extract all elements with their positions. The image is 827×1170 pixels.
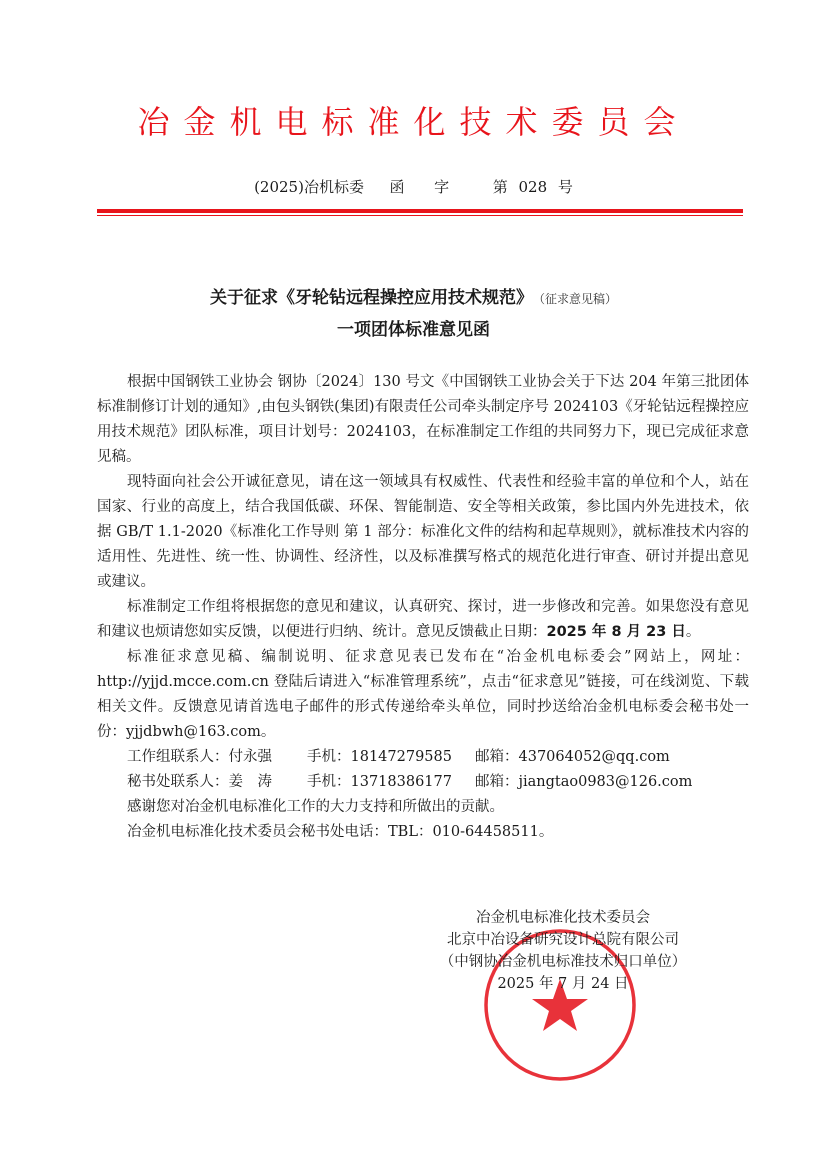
contact-phone: 手机：13718386177 (307, 774, 452, 790)
doc-number-prefix: (2025)冶机标委 (254, 178, 364, 196)
signature-date: 2025 年 7 月 24 日 (497, 976, 629, 992)
letter-title (0, 286, 827, 311)
title-line2: 一项团体标准意见函 (337, 320, 490, 340)
doc-number-hao: 号 (557, 178, 573, 196)
header-rule-thick (97, 209, 743, 213)
contact-email[interactable]: 邮箱：jiangtao0983@126.com (475, 774, 693, 790)
signature-area (97, 907, 749, 995)
paragraph-4-end: 。 (260, 724, 276, 740)
doc-number-type2: 字 (434, 178, 450, 196)
signature-company: 北京中冶设备研究设计总院有限公司 (447, 932, 679, 948)
contact-role: 工作组联系人：付永强 (127, 749, 272, 765)
doc-number-type1: 函 (389, 178, 405, 196)
paragraph-2: 现特面向社会公开诚征意见，请在这一领域具有权威性、代表性和经验丰富的单位和个人，站在国家、行业的高度上，结合我国低碳、环保、智能制造、安全等相关政策，参比国内外先进技术，依据 GB/T 1.1-2020《标准化工作导则 第 1 部分：标准化文件的结构和起草规则》，就标准技术内容的适用性、先进性、统一性、协调性、经济性，以及标准撰写格式的规范化进行审查、研讨并提出意见或建议。 (97, 474, 749, 590)
paragraph-3-end: 。 (685, 624, 701, 640)
signature-unit: （中钢协冶金机电标准技术归口单位） (439, 954, 687, 970)
website-link[interactable]: http://yjjd.mcce.com.cn (97, 674, 269, 690)
thanks-line: 感谢您对冶金机电标准化工作的大力支持和所做出的贡献。 (127, 799, 504, 815)
doc-number-value: 028 (518, 178, 548, 196)
paragraph-3 (97, 595, 749, 645)
contact-role: 秘书处联系人：姜 涛 (127, 774, 272, 790)
org-masthead: 冶金机电标准化技术委员会 (137, 103, 690, 141)
contact-phone: 手机：18147279585 (307, 749, 452, 765)
title-note: （征求意见稿） (538, 292, 617, 306)
secretariat-phone: 冶金机电标准化技术委员会秘书处电话：TBL：010-64458511。 (127, 824, 554, 840)
signature-block (413, 907, 713, 995)
paragraph-1: 根据中国钢铁工业协会 钢协〔2024〕130 号文《中国钢铁工业协会关于下达 204 年第三批团体标准制修订计划的通知》,由包头钢铁(集团)有限责任公司牵头制定序号 2024103《牙轮钻远程操控应用技术规范》团队标准，项目计划号：2024103，在标准制定工作组的共同努力下，现已完成征求意见稿。 (97, 374, 749, 465)
paragraph-4 (97, 645, 749, 745)
document-number (0, 177, 827, 197)
signature-org: 冶金机电标准化技术委员会 (476, 910, 650, 926)
header-rule-thin (97, 215, 743, 216)
title-line1: 关于征求《牙轮钻远程操控应用技术规范》 (209, 288, 533, 308)
doc-number-di: 第 (492, 178, 508, 196)
paragraph-4-text-b: 登陆后请进入“标准管理系统”，点击“征求意见”链接，可在线浏览、下载相关文件。反馈意见请首选电子邮件的形式传递给牵头单位，同时抄送给冶金机电标委会秘书处一份： (97, 674, 749, 740)
feedback-deadline: 2025 年 8 月 23 日 (546, 624, 686, 640)
contact-row (127, 770, 749, 795)
paragraph-4-text-a: 标准征求意见稿、编制说明、征求意见表已发布在“冶金机电标委会”网站上，网址： (127, 649, 749, 665)
letter-body (97, 370, 749, 995)
paragraph-3-text: 标准制定工作组将根据您的意见和建议，认真研究、探讨，进一步修改和完善。如果您没有意见和建议也烦请您如实反馈，以便进行归纳、统计。意见反馈截止日期： (97, 599, 749, 640)
secretariat-email-link[interactable]: yjjdbwh@163.com (126, 724, 261, 740)
contact-email[interactable]: 邮箱：437064052@qq.com (475, 749, 670, 765)
contact-row (127, 745, 749, 770)
contacts (97, 745, 749, 845)
